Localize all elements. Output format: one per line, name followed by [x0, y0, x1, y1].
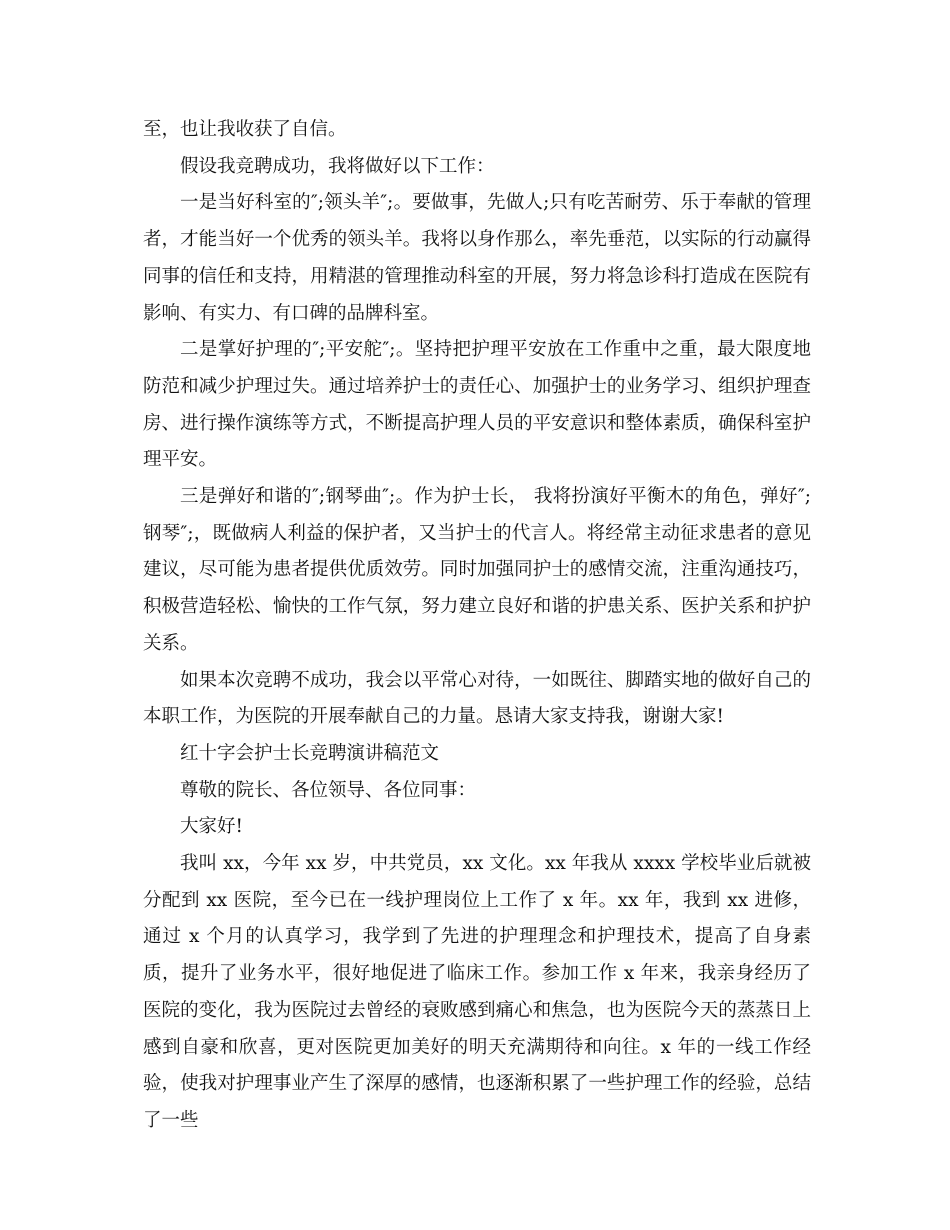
paragraph-harmony: 三是弹好和谐的″;钢琴曲″;。作为护士长， 我将扮演好平衡木的角色，弹好″;钢琴″;，既做病人利益的保护者，又当护士的代言人。将经常主动征求患者的意见建议，尽可能为患者提供优质效劳。同时加强同护士的感情交流，注重沟通技巧，积极营造轻松、愉快的工作气氛，努力建立良好和谐的护患关系、医护关系和护护关系。 [143, 486, 811, 654]
document-body [143, 112, 811, 1140]
paragraph-safety: 二是掌好护理的″;平安舵″;。坚持把护理平安放在工作重中之重，最大限度地防范和减少护理过失。通过培养护士的责任心、加强护士的业务学习、组织护理查房、进行操作演练等方式，不断提高护理人员的平安意识和整体素质，确保科室护理平安。 [143, 339, 811, 471]
paragraph-leader: 一是当好科室的″;领头羊″;。要做事，先做人;只有吃苦耐劳、乐于奉献的管理者，才能当好一个优秀的领头羊。我将以身作那么，率先垂范，以实际的行动赢得同事的信任和支持，用精湛的管理推动科室的开展，努力将急诊科打造成在医院有影响、有实力、有口碑的品牌科室。 [143, 192, 811, 324]
greeting: 大家好! [180, 816, 243, 838]
paragraph-continuation: 至，也让我收获了自信。 [143, 119, 347, 140]
paragraph-self-intro: 我叫 xx，今年 xx 岁，中共党员，xx 文化。xx 年我从 xxxx 学校毕业后就被分配到 xx 医院，至今已在一线护理岗位上工作了 x 年。xx 年，我到 xx 进修，通过 x 个月的认真学习，我学到了先进的护理理念和护理技术，提高了自身素质，提升了业务水平，很好地促进了临床工作。参加工作 x 年来，我亲身经历了医院的变化，我为医院过去曾经的衰败感到痛心和焦急，也为医院今天的蒸蒸日上感到自豪和欣喜，更对医院更加美好的明天充满期待和向往。x 年的一线工作经验，使我对护理事业产生了深厚的感情，也逐渐积累了一些护理工作的经验，总结了一些 [143, 853, 811, 1131]
paragraph-intro-plan: 假设我竞聘成功，我将做好以下工作： [180, 155, 495, 177]
salutation: 尊敬的院长、各位领导、各位同事： [180, 779, 477, 801]
section-title: 红十字会护士长竞聘演讲稿范文 [180, 742, 440, 764]
paragraph-closing: 如果本次竞聘不成功，我会以平常心对待，一如既往、脚踏实地的做好自己的本职工作，为医院的开展奉献自己的力量。恳请大家支持我，谢谢大家! [143, 669, 811, 728]
